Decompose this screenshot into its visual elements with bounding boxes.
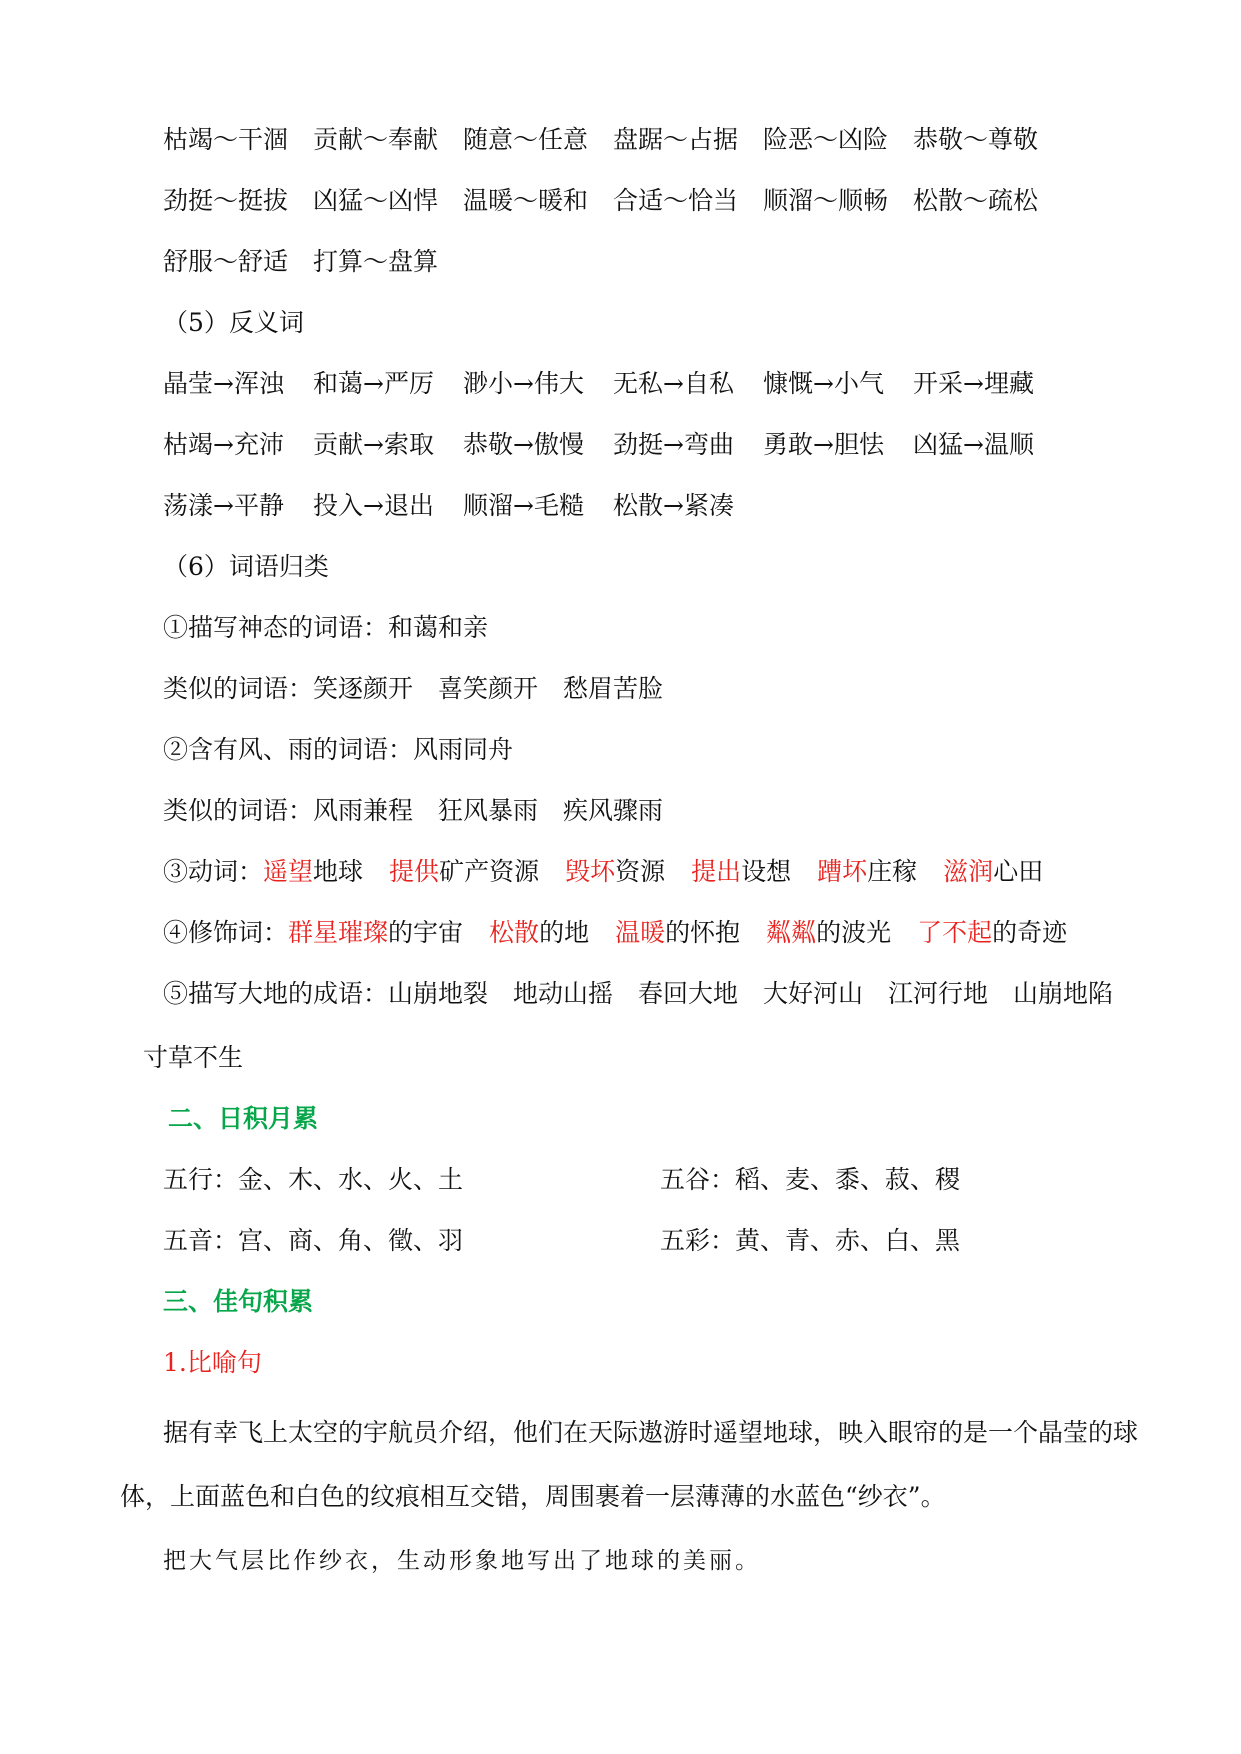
modifiers-line <box>163 917 1067 949</box>
antonym-pair: 勇敢→胆怯 <box>763 430 884 459</box>
antonym-pair: 无私→自私 <box>613 369 734 398</box>
synonym-row-1 <box>163 124 1063 156</box>
antonym-pair: 枯竭→充沛 <box>163 430 284 459</box>
similar-words-2: 类似的词语：风雨兼程 狂风暴雨 疾风骤雨 <box>163 796 664 825</box>
expression-words: ①描写神态的词语：和蔼和亲 <box>163 613 489 642</box>
section-heading-accumulation: 二、日积月累 <box>168 1104 319 1133</box>
antonym-row-1 <box>163 368 1063 400</box>
synonym-pair: 枯竭～干涸 <box>163 125 289 154</box>
modifier-word: 粼粼 <box>766 918 817 947</box>
modifier-word: 了不起 <box>917 918 993 947</box>
antonym-pair: 开采→埋藏 <box>913 369 1034 398</box>
antonym-pair: 凶猛→温顺 <box>913 430 1034 459</box>
verbs-line <box>163 856 1043 888</box>
synonym-pair: 舒服～舒适 <box>163 247 289 276</box>
synonym-pair: 随意～任意 <box>463 125 589 154</box>
synonym-pair: 顺溜～顺畅 <box>763 186 889 215</box>
verb-word: 提出 <box>691 857 742 886</box>
antonym-pair: 晶莹→浑浊 <box>163 369 284 398</box>
modifier-object: 的宇宙 <box>388 918 464 947</box>
synonym-pair: 松散～疏松 <box>913 186 1039 215</box>
verb-object: 矿产资源 <box>439 857 540 886</box>
accum-wucai: 五彩：黄、青、赤、白、黑 <box>660 1226 961 1255</box>
accum-wuxing: 五行：金、木、水、火、土 <box>163 1165 464 1194</box>
synonym-pair: 恭敬～尊敬 <box>913 125 1039 154</box>
verb-word: 遥望 <box>263 857 314 886</box>
verb-word: 毁坏 <box>565 857 616 886</box>
modifier-word: 温暖 <box>615 918 666 947</box>
modifier-word: 松散 <box>489 918 540 947</box>
accum-wugu: 五谷：稻、麦、黍、菽、稷 <box>660 1165 961 1194</box>
synonym-row-3 <box>163 246 463 278</box>
modifier-object: 的奇迹 <box>992 918 1068 947</box>
verb-object: 地球 <box>313 857 364 886</box>
synonym-pair: 贡献～奉献 <box>313 125 439 154</box>
section-heading-sentences: 三、佳句积累 <box>163 1287 314 1316</box>
paragraph-line-1: 据有幸飞上太空的宇航员介绍，他们在天际遨游时遥望地球，映入眼帘的是一个晶莹的球 <box>163 1418 1139 1447</box>
antonym-pair: 顺溜→毛糙 <box>463 491 584 520</box>
antonym-pair: 劲挺→弯曲 <box>613 430 734 459</box>
synonym-row-2 <box>163 185 1063 217</box>
verb-object: 资源 <box>615 857 666 886</box>
antonym-heading: （5）反义词 <box>163 308 304 337</box>
verbs-prefix: ③动词： <box>163 857 264 886</box>
idioms-line-continued: 寸草不生 <box>143 1043 244 1072</box>
idioms-line: ⑤描写大地的成语：山崩地裂 地动山摇 春回大地 大好河山 江河行地 山崩地陷 <box>163 979 1114 1008</box>
antonym-pair: 投入→退出 <box>313 491 434 520</box>
verb-word: 蹧坏 <box>817 857 868 886</box>
paragraph-comment: 把大气层比作纱衣，生动形象地写出了地球的美丽。 <box>163 1548 761 1574</box>
synonym-pair: 打算～盘算 <box>313 247 439 276</box>
antonym-pair: 渺小→伟大 <box>463 369 584 398</box>
antonym-row-2 <box>163 429 1063 461</box>
synonym-pair: 险恶～凶险 <box>763 125 889 154</box>
antonym-row-3 <box>163 490 763 522</box>
synonym-pair: 盘踞～占据 <box>613 125 739 154</box>
antonym-pair: 恭敬→傲慢 <box>463 430 584 459</box>
modifier-object: 的地 <box>539 918 590 947</box>
verb-object: 庄稼 <box>867 857 918 886</box>
modifier-object: 的怀抱 <box>665 918 741 947</box>
antonym-pair: 慷慨→小气 <box>763 369 884 398</box>
subheading-metaphor: 1.比喻句 <box>163 1348 262 1377</box>
antonym-pair: 松散→紧凑 <box>613 491 734 520</box>
paragraph-line-2: 体，上面蓝色和白色的纹痕相互交错，周围裹着一层薄薄的水蓝色“纱衣”。 <box>120 1482 946 1511</box>
synonym-pair: 合适～恰当 <box>613 186 739 215</box>
antonym-pair: 和蔼→严厉 <box>313 369 434 398</box>
accum-wuyin: 五音：宫、商、角、徵、羽 <box>163 1226 464 1255</box>
synonym-pair: 劲挺～挺拔 <box>163 186 289 215</box>
wind-rain-words: ②含有风、雨的词语：风雨同舟 <box>163 735 514 764</box>
synonym-pair: 温暖～暖和 <box>463 186 589 215</box>
verb-word: 提供 <box>389 857 440 886</box>
synonym-pair: 凶猛～凶悍 <box>313 186 439 215</box>
antonym-pair: 贡献→索取 <box>313 430 434 459</box>
modifier-word: 群星璀璨 <box>288 918 389 947</box>
similar-words-1: 类似的词语：笑逐颜开 喜笑颜开 愁眉苦脸 <box>163 674 664 703</box>
verb-word: 滋润 <box>943 857 994 886</box>
modifier-object: 的波光 <box>816 918 892 947</box>
modifiers-prefix: ④修饰词： <box>163 918 289 947</box>
verb-object: 设想 <box>741 857 792 886</box>
antonym-pair: 荡漾→平静 <box>163 491 284 520</box>
verb-object: 心田 <box>993 857 1044 886</box>
classify-heading: （6）词语归类 <box>163 552 329 581</box>
